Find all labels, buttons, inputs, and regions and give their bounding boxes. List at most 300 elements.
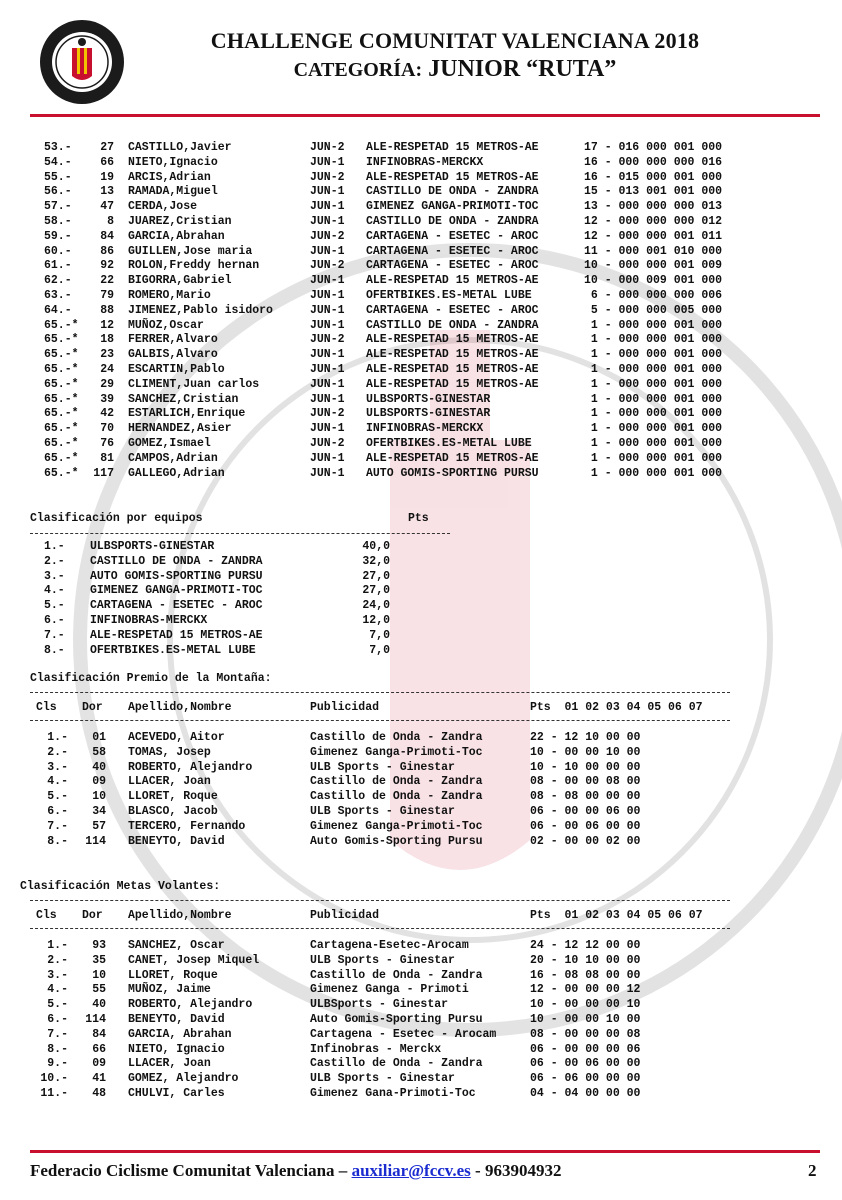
- rider-name: SANCHEZ,Cristian: [128, 392, 239, 406]
- team-name: ULBSPORTS-GINESTAR: [90, 540, 215, 553]
- points: 12 - 00 00 00 12: [530, 983, 641, 997]
- points: 1 - 000 000 001 000: [584, 348, 723, 362]
- points: 10 - 000 009 001 000: [584, 274, 723, 288]
- rider-name: RAMADA,Miguel: [128, 185, 218, 199]
- team: CARTAGENA - ESETEC - AROC: [366, 229, 539, 243]
- rider-name: JUAREZ,Cristian: [128, 214, 232, 228]
- rider-name: LLACER, Joan: [128, 775, 211, 789]
- team: CASTILLO DE ONDA - ZANDRA: [366, 185, 539, 199]
- classification-row: [30, 1013, 750, 1028]
- category: JUN-2: [310, 407, 345, 421]
- points: 08 - 00 00 08 00: [530, 775, 641, 789]
- rider-row: [30, 348, 810, 363]
- footer-phone: - 963904932: [475, 1161, 562, 1180]
- team-row: [30, 629, 450, 644]
- position: 6.-: [44, 613, 65, 627]
- classification-row: [30, 1028, 750, 1043]
- position: 11.-: [40, 1086, 68, 1100]
- rider-name: CASTILLO,Javier: [128, 141, 232, 154]
- mountain-divider-top: [30, 692, 730, 693]
- rider-row: [30, 319, 810, 334]
- bib-number: 01: [92, 731, 106, 744]
- position: 2.-: [47, 953, 68, 967]
- position: 8.-: [47, 834, 68, 848]
- position: 57.-: [44, 200, 72, 214]
- bib-number: 12: [100, 318, 114, 332]
- position: 8.-: [47, 1042, 68, 1056]
- publicidad: ULBSports - Ginestar: [310, 998, 449, 1012]
- rider-name: FERRER,Alvaro: [128, 333, 218, 347]
- position: 6.-: [47, 1012, 68, 1026]
- category: JUN-2: [310, 170, 345, 184]
- teams-section-title: Clasificación por equipos: [30, 512, 203, 525]
- publicidad: ULB Sports - Ginestar: [310, 953, 455, 967]
- bib-number: 76: [100, 436, 114, 450]
- bib-number: 18: [100, 333, 114, 347]
- rider-row: [30, 289, 810, 304]
- category: JUN-1: [310, 155, 345, 169]
- points: 20 - 10 10 00 00: [530, 953, 641, 967]
- rider-name: MUÑOZ, Jaime: [128, 983, 211, 997]
- points: 22 - 12 10 00 00: [530, 731, 641, 744]
- position: 7.-: [47, 819, 68, 833]
- points: 1 - 000 000 001 000: [584, 362, 723, 376]
- points: 16 - 015 000 001 000: [584, 170, 723, 184]
- teams-pts-header: Pts: [408, 512, 429, 525]
- bib-number: 84: [100, 229, 114, 243]
- team: CARTAGENA - ESETEC - AROC: [366, 259, 539, 273]
- bib-number: 40: [92, 760, 106, 774]
- bib-number: 29: [100, 377, 114, 391]
- category: JUN-1: [310, 422, 345, 436]
- sprints-divider-top: [30, 900, 730, 901]
- rider-name: GOMEZ, Alejandro: [128, 1072, 239, 1086]
- bib-number: 66: [92, 1042, 106, 1056]
- position: 5.-: [47, 790, 68, 804]
- team: CASTILLO DE ONDA - ZANDRA: [366, 214, 539, 228]
- classification-row: [30, 969, 750, 984]
- classification-row: [30, 954, 750, 969]
- header-publicidad: Publicidad: [310, 701, 380, 714]
- bib-number: 114: [85, 834, 106, 848]
- team: INFINOBRAS-MERCKX: [366, 155, 484, 169]
- rider-name: GARCIA,Abrahan: [128, 229, 225, 243]
- points: 08 - 00 00 00 08: [530, 1027, 641, 1041]
- position: 65.-*: [44, 436, 79, 450]
- category-label: CATEGORÍA:: [293, 59, 423, 81]
- position: 65.-*: [44, 318, 79, 332]
- position: 64.-: [44, 303, 72, 317]
- bib-number: 58: [92, 745, 106, 759]
- position: 4.-: [44, 584, 65, 598]
- bib-number: 19: [100, 170, 114, 184]
- team: INFINOBRAS-MERCKX: [366, 422, 484, 436]
- publicidad: Gimenez Ganga-Primoti-Toc: [310, 819, 483, 833]
- team: OFERTBIKES.ES-METAL LUBE: [366, 288, 532, 302]
- position: 65.-*: [44, 377, 79, 391]
- points: 10 - 000 000 001 009: [584, 259, 723, 273]
- rider-name: LLORET, Roque: [128, 790, 218, 804]
- classification-row: [30, 805, 750, 820]
- header-pts: Pts 01 02 03 04 05 06 07: [530, 701, 703, 714]
- bib-number: 35: [92, 953, 106, 967]
- rider-name: ESTARLICH,Enrique: [128, 407, 246, 421]
- category: JUN-1: [310, 348, 345, 362]
- publicidad: ULB Sports - Ginestar: [310, 804, 455, 818]
- classification-row: [30, 1043, 750, 1058]
- points: 13 - 000 000 000 013: [584, 200, 723, 214]
- classification-row: [30, 746, 750, 761]
- rider-name: ROBERTO, Alejandro: [128, 760, 253, 774]
- team: ALE-RESPETAD 15 METROS-AE: [366, 333, 539, 347]
- bib-number: 55: [92, 983, 106, 997]
- position: 3.-: [47, 968, 68, 982]
- publicidad: Cartagena-Esetec-Arocam: [310, 939, 469, 952]
- classification-row: [30, 983, 750, 998]
- rider-name: CERDA,Jose: [128, 200, 198, 214]
- position: 65.-*: [44, 451, 79, 465]
- mountain-divider-bottom: [30, 720, 730, 721]
- sprints-section-title: Clasificación Metas Volantes:: [20, 880, 221, 893]
- position: 6.-: [47, 804, 68, 818]
- rider-row: [30, 245, 810, 260]
- points: 16 - 000 000 000 016: [584, 155, 723, 169]
- position: 1.-: [44, 540, 65, 553]
- points: 15 - 013 001 001 000: [584, 185, 723, 199]
- points: 17 - 016 000 001 000: [584, 141, 723, 154]
- category: JUN-1: [310, 303, 345, 317]
- bib-number: 10: [92, 790, 106, 804]
- position: 59.-: [44, 229, 72, 243]
- team: ALE-RESPETAD 15 METROS-AE: [366, 451, 539, 465]
- points: 1 - 000 000 001 000: [584, 466, 723, 480]
- rider-name: LLORET, Roque: [128, 968, 218, 982]
- rider-name: TERCERO, Fernando: [128, 819, 246, 833]
- category-title: [130, 56, 780, 83]
- individual-classification: [30, 141, 810, 481]
- points: 5 - 000 000 005 000: [584, 303, 723, 317]
- rider-name: MUÑOZ,Oscar: [128, 318, 204, 332]
- rider-row: [30, 304, 810, 319]
- classification-row: [30, 731, 750, 746]
- header-dor: Dor: [82, 909, 103, 922]
- position: 2.-: [44, 554, 65, 568]
- bib-number: 81: [100, 451, 114, 465]
- points: 6 - 000 000 000 006: [584, 288, 723, 302]
- position: 10.-: [40, 1072, 68, 1086]
- rider-name: GALLEGO,Adrian: [128, 466, 225, 480]
- rider-name: LLACER, Joan: [128, 1057, 211, 1071]
- mountain-section-title: Clasificación Premio de la Montaña:: [30, 672, 272, 685]
- position: 53.-: [44, 141, 72, 154]
- rider-name: ROMERO,Mario: [128, 288, 211, 302]
- position: 7.-: [47, 1027, 68, 1041]
- footer: [30, 1161, 561, 1181]
- position: 3.-: [47, 760, 68, 774]
- team-points: 12,0: [362, 613, 390, 627]
- rider-name: HERNANDEZ,Asier: [128, 422, 232, 436]
- header-publicidad: Publicidad: [310, 909, 380, 922]
- points: 1 - 000 000 001 000: [584, 318, 723, 332]
- team: ALE-RESPETAD 15 METROS-AE: [366, 141, 539, 154]
- position: 60.-: [44, 244, 72, 258]
- publicidad: Gimenez Ganga - Primoti: [310, 983, 469, 997]
- rider-name: BLASCO, Jacob: [128, 804, 218, 818]
- footer-email-link[interactable]: auxiliar@fccv.es: [351, 1161, 471, 1180]
- team: CARTAGENA - ESETEC - AROC: [366, 303, 539, 317]
- publicidad: Castillo de Onda - Zandra: [310, 731, 483, 744]
- points: 06 - 00 00 00 06: [530, 1042, 641, 1056]
- rider-name: ACEVEDO, Aitor: [128, 731, 225, 744]
- rider-row: [30, 274, 810, 289]
- rider-name: BENEYTO, David: [128, 834, 225, 848]
- position: 7.-: [44, 628, 65, 642]
- classification-row: [30, 835, 750, 850]
- team: ALE-RESPETAD 15 METROS-AE: [366, 348, 539, 362]
- bib-number: 114: [85, 1012, 106, 1026]
- team-points: 32,0: [362, 554, 390, 568]
- rider-name: GARCIA, Abrahan: [128, 1027, 232, 1041]
- points: 16 - 08 08 00 00: [530, 968, 641, 982]
- classification-row: [30, 1087, 750, 1102]
- category: JUN-2: [310, 141, 345, 154]
- team: CARTAGENA - ESETEC - AROC: [366, 244, 539, 258]
- rider-name: ROBERTO, Alejandro: [128, 998, 253, 1012]
- team-points: 40,0: [362, 540, 390, 553]
- position: 63.-: [44, 288, 72, 302]
- header-name: Apellido,Nombre: [128, 701, 232, 714]
- table-header: [30, 701, 750, 716]
- teams-table: [30, 540, 450, 658]
- position: 8.-: [44, 643, 65, 657]
- team-points: 27,0: [362, 584, 390, 598]
- classification-row: [30, 1072, 750, 1087]
- category: JUN-2: [310, 259, 345, 273]
- publicidad: Castillo de Onda - Zandra: [310, 775, 483, 789]
- position: 9.-: [47, 1057, 68, 1071]
- bib-number: 66: [100, 155, 114, 169]
- teams-divider: [30, 533, 450, 534]
- team: AUTO GOMIS-SPORTING PURSU: [366, 466, 539, 480]
- team-row: [30, 555, 450, 570]
- bib-number: 13: [100, 185, 114, 199]
- team: ALE-RESPETAD 15 METROS-AE: [366, 377, 539, 391]
- bib-number: 92: [100, 259, 114, 273]
- points: 02 - 00 00 02 00: [530, 834, 641, 848]
- position: 65.-*: [44, 348, 79, 362]
- header-rule: [30, 114, 820, 117]
- bib-number: 57: [92, 819, 106, 833]
- team-name: CASTILLO DE ONDA - ZANDRA: [90, 554, 263, 568]
- bib-number: 34: [92, 804, 106, 818]
- bib-number: 88: [100, 303, 114, 317]
- position: 5.-: [44, 599, 65, 613]
- bib-number: 47: [100, 200, 114, 214]
- team: ULBSPORTS-GINESTAR: [366, 407, 491, 421]
- points: 1 - 000 000 001 000: [584, 407, 723, 421]
- rider-name: CAMPOS,Adrian: [128, 451, 218, 465]
- category: JUN-1: [310, 214, 345, 228]
- rider-name: CHULVI, Carles: [128, 1086, 225, 1100]
- publicidad: Castillo de Onda - Zandra: [310, 1057, 483, 1071]
- points: 06 - 06 00 00 00: [530, 1072, 641, 1086]
- footer-rule: [30, 1150, 820, 1153]
- header-cls: Cls: [36, 909, 57, 922]
- position: 1.-: [47, 939, 68, 952]
- category: JUN-1: [310, 451, 345, 465]
- position: 1.-: [47, 731, 68, 744]
- rider-row: [30, 156, 810, 171]
- position: 5.-: [47, 998, 68, 1012]
- rider-name: NIETO, Ignacio: [128, 1042, 225, 1056]
- position: 4.-: [47, 775, 68, 789]
- points: 24 - 12 12 00 00: [530, 939, 641, 952]
- points: 1 - 000 000 001 000: [584, 451, 723, 465]
- position: 62.-: [44, 274, 72, 288]
- rider-row: [30, 393, 810, 408]
- table-header: [30, 909, 750, 924]
- classification-row: [30, 775, 750, 790]
- rider-name: CANET, Josep Miquel: [128, 953, 260, 967]
- bib-number: 86: [100, 244, 114, 258]
- team: GIMENEZ GANGA-PRIMOTI-TOC: [366, 200, 539, 214]
- category: JUN-1: [310, 200, 345, 214]
- team-row: [30, 644, 450, 659]
- bib-number: 84: [92, 1027, 106, 1041]
- rider-row: [30, 437, 810, 452]
- federation-logo: [38, 18, 126, 106]
- rider-row: [30, 378, 810, 393]
- rider-row: [30, 407, 810, 422]
- classification-row: [30, 761, 750, 776]
- points: 06 - 00 06 00 00: [530, 1057, 641, 1071]
- publicidad: Infinobras - Merckx: [310, 1042, 442, 1056]
- team-name: AUTO GOMIS-SPORTING PURSU: [90, 569, 263, 583]
- bib-number: 09: [92, 1057, 106, 1071]
- rider-name: SANCHEZ, Oscar: [128, 939, 225, 952]
- publicidad: Auto Gomis-Sporting Pursu: [310, 1012, 483, 1026]
- mountain-table: [30, 731, 750, 849]
- position: 3.-: [44, 569, 65, 583]
- header-name: Apellido,Nombre: [128, 909, 232, 922]
- position: 65.-*: [44, 422, 79, 436]
- points: 12 - 000 000 001 011: [584, 229, 723, 243]
- position: 61.-: [44, 259, 72, 273]
- team-name: ALE-RESPETAD 15 METROS-AE: [90, 628, 263, 642]
- rider-name: BIGORRA,Gabriel: [128, 274, 232, 288]
- category: JUN-1: [310, 362, 345, 376]
- publicidad: Gimenez Gana-Primoti-Toc: [310, 1086, 476, 1100]
- position: 65.-*: [44, 333, 79, 347]
- bib-number: 10: [92, 968, 106, 982]
- points: 1 - 000 000 001 000: [584, 422, 723, 436]
- points: 08 - 08 00 00 00: [530, 790, 641, 804]
- bib-number: 41: [92, 1072, 106, 1086]
- team-name: GIMENEZ GANGA-PRIMOTI-TOC: [90, 584, 263, 598]
- team-name: INFINOBRAS-MERCKX: [90, 613, 208, 627]
- rider-name: BENEYTO, David: [128, 1012, 225, 1026]
- points: 1 - 000 000 001 000: [584, 377, 723, 391]
- points: 1 - 000 000 001 000: [584, 333, 723, 347]
- publicidad: ULB Sports - Ginestar: [310, 760, 455, 774]
- sprints-table: [30, 939, 750, 1102]
- bib-number: 22: [100, 274, 114, 288]
- rider-name: GALBIS,Alvaro: [128, 348, 218, 362]
- category: JUN-2: [310, 333, 345, 347]
- classification-row: [30, 1057, 750, 1072]
- bib-number: 48: [92, 1086, 106, 1100]
- classification-row: [30, 998, 750, 1013]
- bib-number: 27: [100, 141, 114, 154]
- footer-org: Federacio Ciclisme Comunitat Valenciana –: [30, 1161, 348, 1180]
- category: JUN-1: [310, 244, 345, 258]
- rider-row: [30, 185, 810, 200]
- rider-row: [30, 363, 810, 378]
- bib-number: 79: [100, 288, 114, 302]
- bib-number: 24: [100, 362, 114, 376]
- points: 10 - 10 00 00 00: [530, 760, 641, 774]
- header-dor: Dor: [82, 701, 103, 714]
- rider-row: [30, 467, 810, 482]
- position: 65.-*: [44, 392, 79, 406]
- bib-number: 09: [92, 775, 106, 789]
- position: 55.-: [44, 170, 72, 184]
- category: JUN-2: [310, 229, 345, 243]
- rider-row: [30, 422, 810, 437]
- rider-name: TOMAS, Josep: [128, 745, 211, 759]
- points: 06 - 00 06 00 00: [530, 819, 641, 833]
- publicidad: Castillo de Onda - Zandra: [310, 968, 483, 982]
- team: CASTILLO DE ONDA - ZANDRA: [366, 318, 539, 332]
- team: ALE-RESPETAD 15 METROS-AE: [366, 274, 539, 288]
- category: JUN-1: [310, 377, 345, 391]
- rider-row: [30, 141, 810, 156]
- team-name: OFERTBIKES.ES-METAL LUBE: [90, 643, 256, 657]
- points: 1 - 000 000 001 000: [584, 436, 723, 450]
- bib-number: 40: [92, 998, 106, 1012]
- points: 10 - 00 00 00 10: [530, 998, 641, 1012]
- position: 65.-*: [44, 407, 79, 421]
- sprints-divider-bottom: [30, 928, 730, 929]
- position: 54.-: [44, 155, 72, 169]
- team-name: CARTAGENA - ESETEC - AROC: [90, 599, 263, 613]
- team-row: [30, 584, 450, 599]
- rider-name: ROLON,Freddy hernan: [128, 259, 260, 273]
- category: JUN-1: [310, 392, 345, 406]
- classification-row: [30, 939, 750, 954]
- position: 65.-*: [44, 362, 79, 376]
- rider-row: [30, 171, 810, 186]
- category: JUN-1: [310, 274, 345, 288]
- rider-row: [30, 215, 810, 230]
- team: ALE-RESPETAD 15 METROS-AE: [366, 170, 539, 184]
- points: 10 - 00 00 10 00: [530, 1012, 641, 1026]
- team-points: 7,0: [369, 628, 390, 642]
- team-points: 27,0: [362, 569, 390, 583]
- bib-number: 93: [92, 939, 106, 952]
- rider-name: GUILLEN,Jose maria: [128, 244, 253, 258]
- category: JUN-1: [310, 288, 345, 302]
- bib-number: 42: [100, 407, 114, 421]
- publicidad: Gimenez Ganga-Primoti-Toc: [310, 745, 483, 759]
- bib-number: 70: [100, 422, 114, 436]
- points: 1 - 000 000 001 000: [584, 392, 723, 406]
- position: 65.-*: [44, 466, 79, 480]
- page-number: 2: [808, 1161, 817, 1180]
- category: JUN-1: [310, 318, 345, 332]
- team: OFERTBIKES.ES-METAL LUBE: [366, 436, 532, 450]
- document-title: CHALLENGE COMUNITAT VALENCIANA 2018: [210, 28, 700, 53]
